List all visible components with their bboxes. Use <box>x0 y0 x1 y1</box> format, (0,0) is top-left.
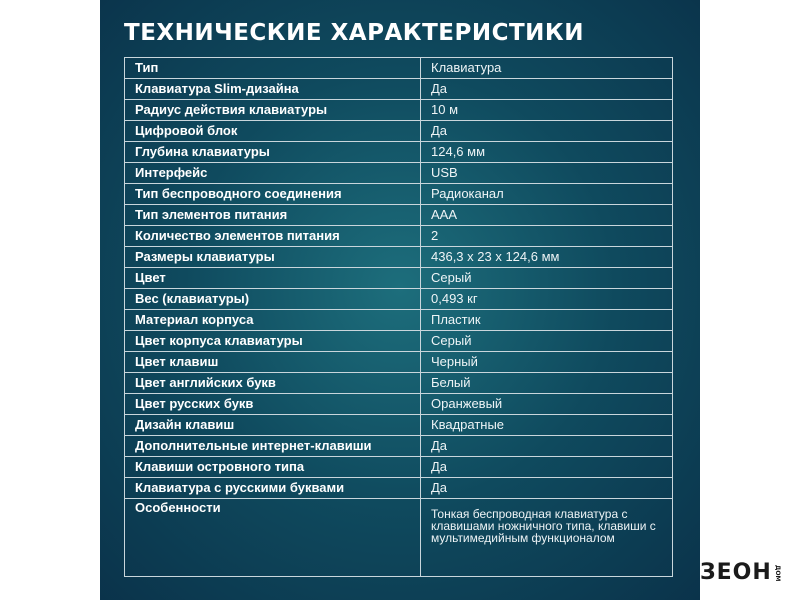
table-row <box>125 268 673 289</box>
table-row <box>125 331 673 352</box>
spec-key: Цвет русских букв <box>125 394 421 415</box>
spec-value: Оранжевый <box>421 394 673 415</box>
spec-key: Дизайн клавиш <box>125 415 421 436</box>
spec-value: USB <box>421 163 673 184</box>
table-row <box>125 394 673 415</box>
spec-value: Белый <box>421 373 673 394</box>
spec-key: Размеры клавиатуры <box>125 247 421 268</box>
table-row <box>125 457 673 478</box>
spec-key: Материал корпуса <box>125 310 421 331</box>
page-title: ТЕХНИЧЕСКИЕ ХАРАКТЕРИСТИКИ <box>124 20 584 46</box>
spec-value: Радиоканал <box>421 184 673 205</box>
spec-key: Цифровой блок <box>125 121 421 142</box>
spec-key: Количество элементов питания <box>125 226 421 247</box>
spec-value: AAA <box>421 205 673 226</box>
spec-key: Цвет английских букв <box>125 373 421 394</box>
spec-key: Тип <box>125 58 421 79</box>
table-row <box>125 415 673 436</box>
spec-value: Черный <box>421 352 673 373</box>
table-row <box>125 289 673 310</box>
spec-key: Радиус действия клавиатуры <box>125 100 421 121</box>
spec-key: Тип элементов питания <box>125 205 421 226</box>
table-row <box>125 436 673 457</box>
spec-key: Цвет <box>125 268 421 289</box>
spec-key: Глубина клавиатуры <box>125 142 421 163</box>
spec-value: Да <box>421 121 673 142</box>
spec-value: Да <box>421 457 673 478</box>
spec-value: Серый <box>421 268 673 289</box>
spec-value: 2 <box>421 226 673 247</box>
spec-value: Квадратные <box>421 415 673 436</box>
logo-text: ЗЕОН <box>700 560 772 585</box>
spec-value: Тонкая беспроводная клавиатура с клавишами ножничного типа, клавиши с мультимедийным функционалом <box>421 499 673 577</box>
spec-table <box>124 57 673 577</box>
spec-key: Особенности <box>125 499 421 577</box>
spec-value: 124,6 мм <box>421 142 673 163</box>
table-row <box>125 247 673 268</box>
table-row <box>125 121 673 142</box>
table-row <box>125 163 673 184</box>
spec-key: Вес (клавиатуры) <box>125 289 421 310</box>
spec-value: Клавиатура <box>421 58 673 79</box>
spec-value: Да <box>421 79 673 100</box>
table-row <box>125 142 673 163</box>
spec-value: Серый <box>421 331 673 352</box>
table-row <box>125 310 673 331</box>
spec-key: Тип беспроводного соединения <box>125 184 421 205</box>
spec-value: Да <box>421 478 673 499</box>
table-row <box>125 79 673 100</box>
table-row <box>125 373 673 394</box>
logo-side-text: ДОМ <box>773 564 781 582</box>
table-row <box>125 226 673 247</box>
table-row <box>125 352 673 373</box>
table-row <box>125 58 673 79</box>
spec-value: 0,493 кг <box>421 289 673 310</box>
spec-key: Клавиатура Slim-дизайна <box>125 79 421 100</box>
table-row <box>125 478 673 499</box>
table-row <box>125 184 673 205</box>
spec-value: Да <box>421 436 673 457</box>
table-row <box>125 100 673 121</box>
spec-key: Цвет корпуса клавиатуры <box>125 331 421 352</box>
spec-key: Цвет клавиш <box>125 352 421 373</box>
table-row <box>125 499 673 577</box>
spec-value: Пластик <box>421 310 673 331</box>
spec-key: Дополнительные интернет-клавиши <box>125 436 421 457</box>
spec-key: Интерфейс <box>125 163 421 184</box>
spec-key: Клавиши островного типа <box>125 457 421 478</box>
table-row <box>125 205 673 226</box>
brand-logo <box>700 560 781 586</box>
spec-panel <box>100 0 700 600</box>
spec-value: 10 м <box>421 100 673 121</box>
spec-key: Клавиатура с русскими буквами <box>125 478 421 499</box>
spec-value: 436,3 x 23 x 124,6 мм <box>421 247 673 268</box>
